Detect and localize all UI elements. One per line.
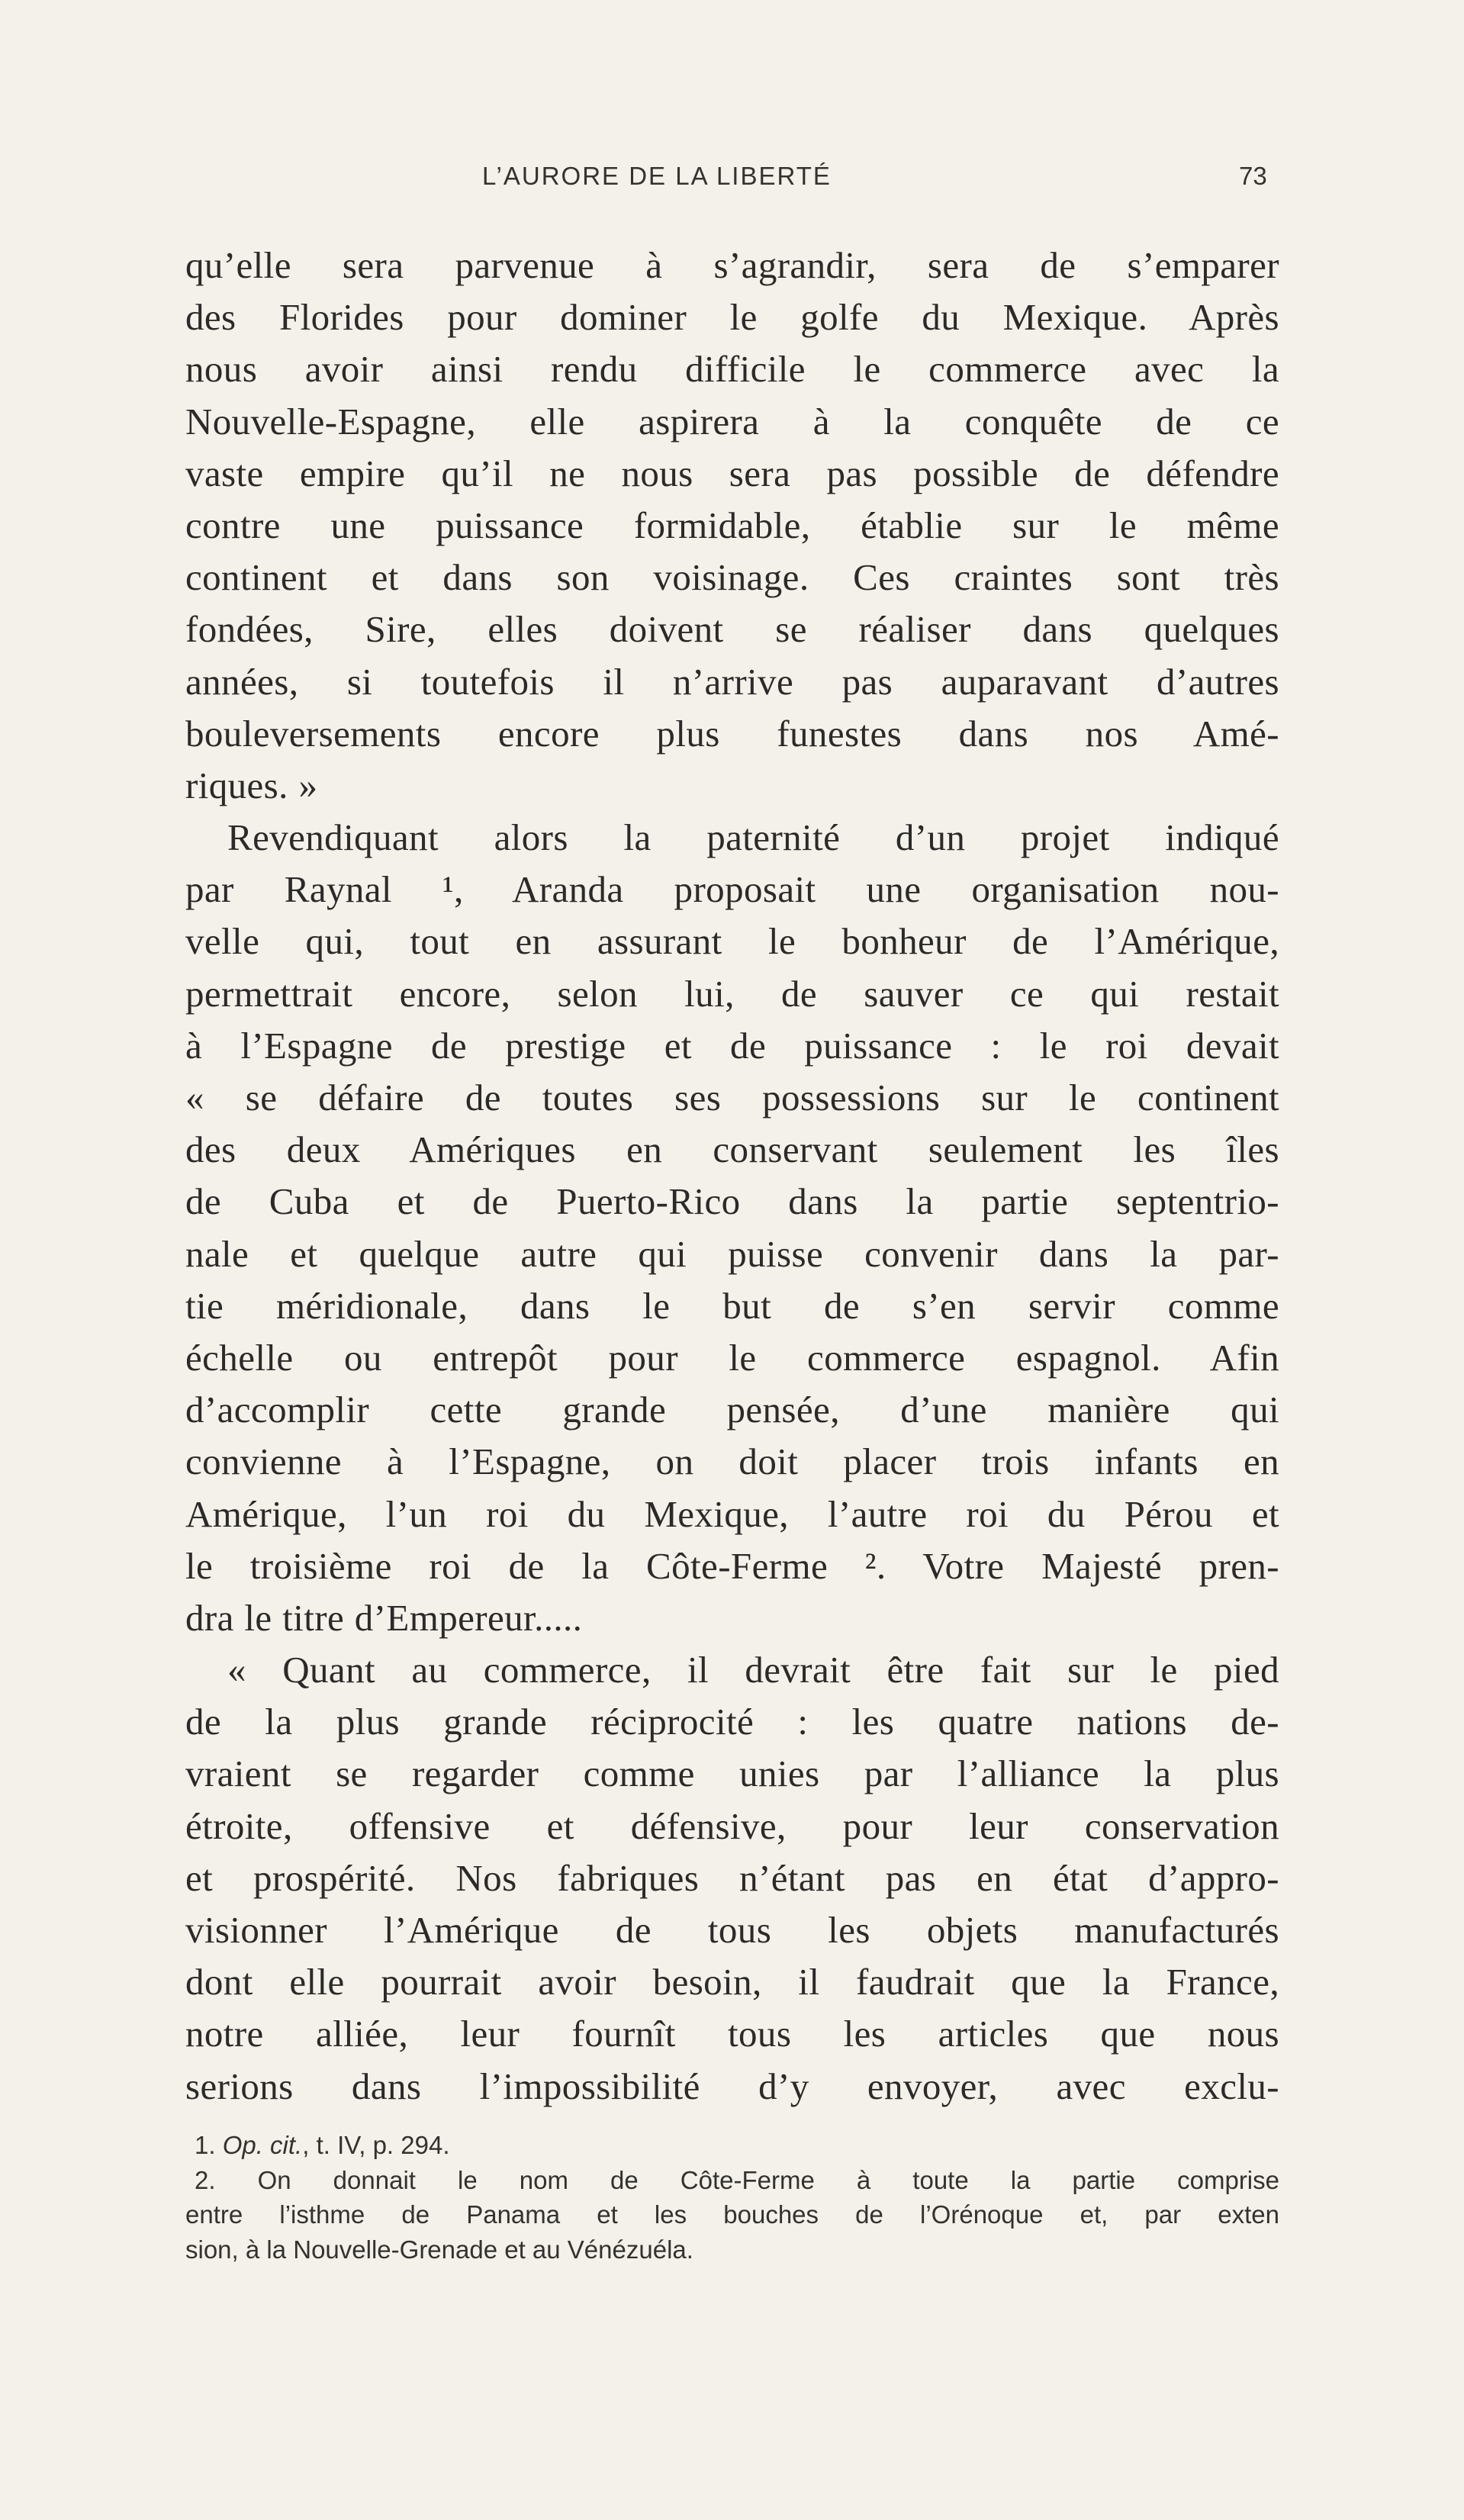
body-text	[185, 240, 1279, 2113]
text-line: échelle ou entrepôt pour le commerce espagnol. Afin	[185, 1336, 1279, 1379]
text-line: bouleversements encore plus funestes dans nos Amé-	[185, 712, 1279, 755]
text-line: nous avoir ainsi rendu difficile le commerce avec la	[185, 348, 1279, 391]
footnote-1	[185, 2128, 1279, 2163]
footnote-1-rest: , t. IV, p. 294.	[302, 2131, 450, 2159]
text-line: étroite, offensive et défensive, pour leur conservation	[185, 1804, 1279, 1847]
text-line: « se défaire de toutes ses possessions sur le continent	[185, 1077, 1279, 1118]
text-line: notre alliée, leur fournît tous les articles que nous	[185, 2013, 1279, 2055]
text-line: Amérique, l’un roi du Mexique, l’autre roi du Pérou et	[185, 1492, 1279, 1535]
text-line: à l’Espagne de prestige et de puissance : le roi devait	[185, 1024, 1279, 1067]
text-line: années, si toutefois il n’arrive pas auparavant d’autres	[185, 660, 1279, 703]
text-line: des Florides pour dominer le golfe du Mexique. Après	[185, 296, 1279, 339]
text-line: vaste empire qu’il ne nous sera pas possible de défendre	[185, 452, 1279, 494]
text-line: qu’elle sera parvenue à s’agrandir, sera de s’emparer	[185, 244, 1279, 286]
text-line: Revendiquant alors la paternité d’un projet indiqué	[227, 816, 1279, 859]
running-title: L’AURORE DE LA LIBERTÉ	[482, 162, 832, 190]
text-line: contre une puissance formidable, établie sur le même	[185, 504, 1279, 546]
text-line: permettrait encore, selon lui, de sauver ce qui restait	[185, 972, 1279, 1015]
text-line: dont elle pourrait avoir besoin, il faudrait que la France,	[185, 1961, 1279, 2003]
text-line: fondées, Sire, elles doivent se réaliser dans quelques	[185, 608, 1279, 651]
text-line: riques. »	[185, 764, 318, 806]
text-line: et prospérité. Nos fabriques n’étant pas en état d’appro-	[185, 1856, 1279, 1899]
text-line: de la plus grande réciprocité : les quatre nations de-	[185, 1701, 1279, 1743]
text-line: d’accomplir cette grande pensée, d’une manière qui	[185, 1389, 1279, 1431]
text-line: serions dans l’impossibilité d’y envoyer, avec exclu-	[185, 2065, 1279, 2107]
text-line: vraient se regarder comme unies par l’alliance la plus	[185, 1752, 1279, 1795]
text-line: visionner l’Amérique de tous les objets manufacturés	[185, 1909, 1279, 1951]
text-line: velle qui, tout en assurant le bonheur de l’Amérique,	[185, 920, 1279, 963]
text-line: de Cuba et de Puerto-Rico dans la partie septentrio-	[185, 1180, 1279, 1223]
footnote-1-source: Op. cit.	[222, 2131, 303, 2159]
text-line: continent et dans son voisinage. Ces craintes sont très	[185, 556, 1279, 599]
footnote-1-number: 1.	[195, 2131, 216, 2159]
text-line: tie méridionale, dans le but de s’en servir comme	[185, 1284, 1279, 1327]
footnotes	[185, 2128, 1279, 2267]
text-line: le troisième roi de la Côte-Ferme ². Votre Majesté pren-	[185, 1544, 1279, 1587]
footnote-2-line: entre l’isthme de Panama et les bouches de l’Orénoque et, par exten	[185, 2200, 1279, 2229]
text-line: Nouvelle-Espagne, elle aspirera à la conquête de ce	[185, 400, 1279, 443]
text-line: par Raynal ¹, Aranda proposait une organisation nou-	[185, 868, 1279, 911]
text-line: des deux Amériques en conservant seulement les îles	[185, 1128, 1279, 1171]
text-line: nale et quelque autre qui puisse convenir dans la par-	[185, 1232, 1279, 1275]
footnote-2-line: sion, à la Nouvelle-Grenade et au Vénézuéla.	[185, 2235, 693, 2264]
text-line: dra le titre d’Empereur.....	[185, 1596, 583, 1639]
text-line: convienne à l’Espagne, on doit placer trois infants en	[185, 1440, 1279, 1483]
text-line: « Quant au commerce, il devrait être fait sur le pied	[227, 1649, 1279, 1691]
page-number: 73	[1239, 162, 1267, 190]
footnote-2-line: 2. On donnait le nom de Côte-Ferme à toute la partie comprise	[195, 2165, 1279, 2194]
